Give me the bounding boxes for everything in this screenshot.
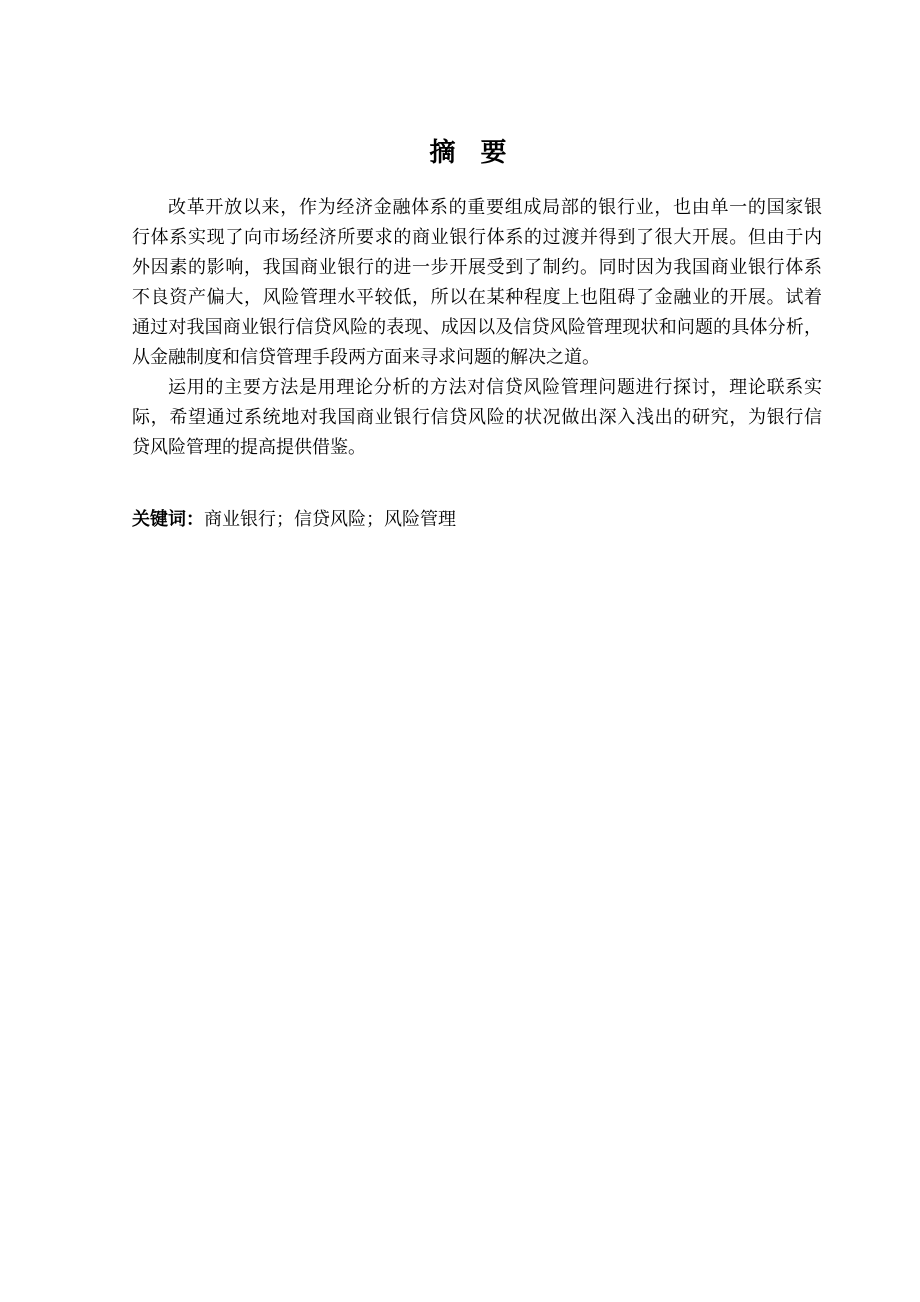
text-line: 运用的主要方法是用理论分析的方法对信贷风险管理问题进行探讨，理论联系实: [168, 377, 822, 398]
text-line: 不良资产偏大，风险管理水平较低，所以在某种程度上也阻碍了金融业的开展。试着: [132, 287, 822, 308]
text-line: 改革开放以来，作为经济金融体系的重要组成局部的银行业，也由单一的国家银: [168, 197, 822, 218]
text-line: 通过对我国商业银行信贷风险的表现、成因以及信贷风险管理现状和问题的具体分析，: [132, 317, 822, 338]
text-line: 从金融制度和信贷管理手段两方面来寻求问题的解决之道。: [132, 347, 600, 368]
text-line: 外因素的影响，我国商业银行的进一步开展受到了制约。同时因为我国商业银行体系: [132, 257, 822, 278]
text-line: 际，希望通过系统地对我国商业银行信贷风险的状况做出深入浅出的研究，为银行信: [132, 407, 822, 428]
text-line: 贷风险管理的提高提供借鉴。: [132, 437, 366, 458]
keywords-label: 关键词：: [132, 509, 204, 530]
text-line: 行体系实现了向市场经济所要求的商业银行体系的过渡并得到了很大开展。但由于内: [132, 227, 822, 248]
abstract-title: 摘 要: [429, 138, 515, 168]
keywords: [132, 505, 456, 535]
keywords-value: 商业银行；信贷风险；风险管理: [204, 509, 456, 530]
